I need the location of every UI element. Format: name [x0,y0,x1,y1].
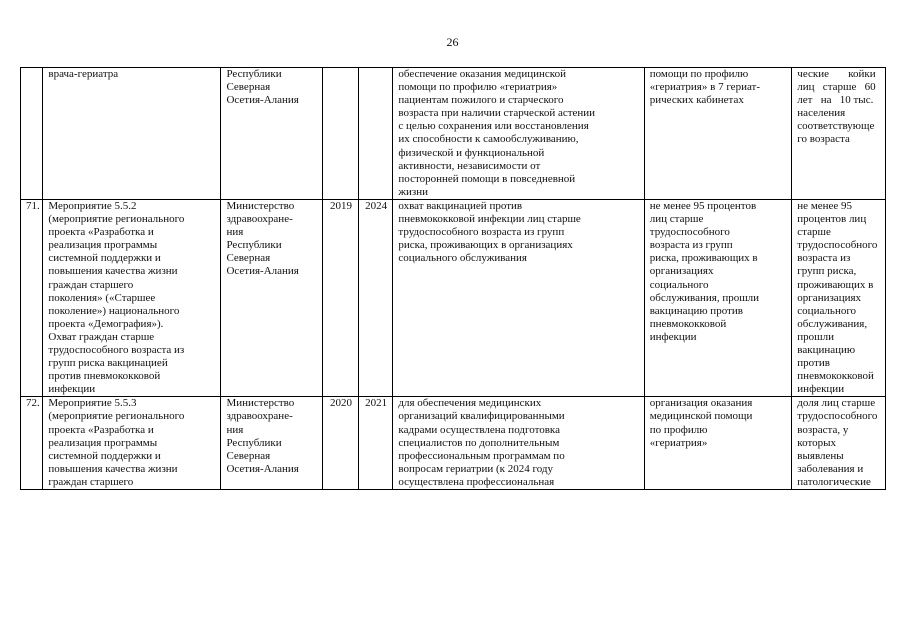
cell-text-line: здравоохране- [226,213,293,226]
cell-text-line: системной поддержки и [48,252,161,265]
cell-text-line: не менее 95 [797,199,853,212]
cell-text-line: «гериатрия» [649,436,708,449]
cell-text-line: здравоохране- [226,410,293,423]
cell-text-line: Министерство [226,397,295,410]
table-row [21,68,886,200]
expected-result-cell [393,397,644,490]
measure-name-cell [43,397,221,490]
cell-text-line: повышения качества жизни [48,265,178,278]
cell-text-line: риска, проживающих в организациях [398,239,573,252]
cell-text-line: вакцинацию против [649,304,743,317]
row-number-cell: 71. [21,199,43,396]
cell-text-line: Осетия-Алания [226,462,299,475]
cell-text-line: (мероприятие регионального [48,213,185,226]
measure-name-cell [43,199,221,396]
cell-text-line: осуществлена профессиональная [398,475,555,488]
cell-text-line: групп риска вакцинацией [48,357,168,370]
year-end-cell: 2024 [358,199,393,396]
cell-text-line: поколения» («Старшее [48,291,156,304]
cell-text-line: доля лиц старше [797,397,876,410]
measure-name-cell [43,68,221,200]
cell-text-line: процентов лиц [797,213,867,226]
cell-text-line: социального обслуживания [398,252,527,265]
cell-text-line: возраста из групп [649,239,733,252]
cell-text-line: которых [797,436,836,449]
cell-text-line: лет на 10 тыс. [797,94,874,107]
row-number-cell [21,68,43,200]
cell-text-line: социального [797,304,857,317]
cell-text-line: реализация программы [48,239,158,252]
cell-text-line: врача-гериатра [48,68,119,80]
cell-text-line: возраста, у [797,423,849,436]
year-end-cell: 2021 [358,397,393,490]
cell-text-line: социального [649,278,709,291]
cell-text-line: трудоспособного [797,239,878,252]
cell-text-line: инфекции [797,383,845,396]
cell-text-line: групп риска, [797,265,857,278]
cell-text-line: против пневмококковой [48,370,161,383]
cell-text-line: Северная [226,81,271,94]
table-body [21,68,886,490]
cell-text-line: прошли [797,330,835,343]
indicator-link-cell [792,199,886,396]
cell-text-line: обслуживания, [797,317,868,330]
cell-text-line: помощи по профилю «гериатрия» [398,81,558,94]
cell-text-line: го возраста [797,133,850,146]
cell-text-line: организация оказания [649,397,753,410]
cell-text-line: медицинской помощи [649,410,753,423]
cell-text-line: поколение») национального [48,304,180,317]
cell-text-line: трудоспособного [649,226,730,239]
cell-text-line: патологические [797,475,871,488]
expected-result-cell [393,199,644,396]
cell-text-line: для обеспечения медицинских [398,397,542,410]
cell-text-line: лиц старше [649,213,704,226]
cell-text-line: обслуживания, прошли [649,291,760,304]
row-number-cell: 72. [21,397,43,490]
cell-text-line: Республики [226,239,282,252]
cell-text-line: по профилю [649,423,708,436]
cell-text-line: системной поддержки и [48,449,161,462]
cell-text-line: жизни [398,185,429,198]
cell-text-line: рических кабинетах [649,94,744,107]
cell-text-line: вопросам гериатрии (к 2024 году [398,462,554,475]
cell-text-line: обеспечение оказания медицинской [398,68,566,80]
cell-text-line: граждан старшего [48,278,134,291]
cell-text-line: лиц старше 60 [797,81,876,94]
cell-text-line: организаций квалифицированными [398,410,565,423]
cell-text-line: с целью сохранения или восстановления [398,120,589,133]
cell-text-line: инфекции [649,330,697,343]
cell-text-line: специалистов по дополнительным [398,436,560,449]
measures-table [20,67,886,490]
cell-text-line: заболевания и [797,462,864,475]
cell-text-line: проекта «Разработка и [48,226,154,239]
cell-text-line: ния [226,423,244,436]
cell-text-line: помощи по профилю [649,68,749,80]
cell-text-line: Мероприятие 5.5.3 [48,397,137,410]
responsible-executor-cell [221,397,323,490]
cell-text-line: ния [226,226,244,239]
cell-text-line: их способности к самообслуживанию, [398,133,579,146]
cell-text-line: не менее 95 процентов [649,199,757,212]
page-number: 26 [446,35,459,49]
cell-text-line: Охват граждан старше [48,330,155,343]
cell-text-line: выявлены [797,449,844,462]
cell-text-line: Республики [226,68,282,80]
cell-text-line: организациях [797,291,862,304]
cell-text-line: Осетия-Алания [226,265,299,278]
cell-text-line: Республики [226,436,282,449]
cell-text-line: пневмококковой [649,317,727,330]
cell-text-line: пневмококковой инфекции лиц старше [398,213,581,226]
cell-text-line: населения [797,107,846,120]
table-row [21,397,886,490]
cell-text-line: (мероприятие регионального [48,410,185,423]
cell-text-line: реализация программы [48,436,158,449]
cell-text-line: посторонней помощи в повседневной [398,172,576,185]
cell-text-line: профессиональным программам по [398,449,565,462]
cell-text-line: соответствующе [797,120,875,133]
cell-text-line: возраста при наличии старческой астении [398,107,596,120]
responsible-executor-cell [221,68,323,200]
year-start-cell: 2019 [323,199,359,396]
cell-text-line: вакцинацию [797,343,856,356]
cell-text-line: кадрами осуществлена подготовка [398,423,560,436]
cell-text-line: охват вакцинацией против [398,199,523,212]
cell-text-line: проекта «Разработка и [48,423,154,436]
cell-text-line: инфекции [48,383,96,396]
cell-text-line: Министерство [226,199,295,212]
cell-text-line: возраста из [797,252,851,265]
cell-text-line: риска, проживающих в [649,252,758,265]
indicator-link-cell [792,397,886,490]
cell-text-line: Северная [226,449,271,462]
cell-text-line: против [797,357,830,370]
cell-text-line: организациях [649,265,714,278]
cell-text-line: физической и функциональной [398,146,545,159]
cell-text-line: пневмококковой [797,370,874,383]
cell-text-line: активности, независимости от [398,159,541,172]
cell-text-line: Северная [226,252,271,265]
year-start-cell [323,68,359,200]
cell-text-line: старше [797,226,831,239]
cell-text-line: трудоспособного [797,410,878,423]
table-row [21,199,886,396]
implementation-result-cell [644,68,792,200]
responsible-executor-cell [221,199,323,396]
indicator-link-cell [792,68,886,200]
year-start-cell: 2020 [323,397,359,490]
cell-text-line: ческие койки [797,68,876,80]
cell-text-line: трудоспособного возраста из групп [398,226,565,239]
year-end-cell [358,68,393,200]
cell-text-line: повышения качества жизни [48,462,178,475]
cell-text-line: «гериатрия» в 7 гериат- [649,81,761,94]
cell-text-line: Мероприятие 5.5.2 [48,199,137,212]
cell-text-line: Осетия-Алания [226,94,299,107]
expected-result-cell [393,68,644,200]
implementation-result-cell [644,199,792,396]
cell-text-line: трудоспособного возраста из [48,343,185,356]
implementation-result-cell [644,397,792,490]
cell-text-line: пациентам пожилого и старческого [398,94,564,107]
cell-text-line: проживающих в [797,278,874,291]
cell-text-line: проекта «Демография»). [48,317,164,330]
cell-text-line: граждан старшего [48,475,134,488]
